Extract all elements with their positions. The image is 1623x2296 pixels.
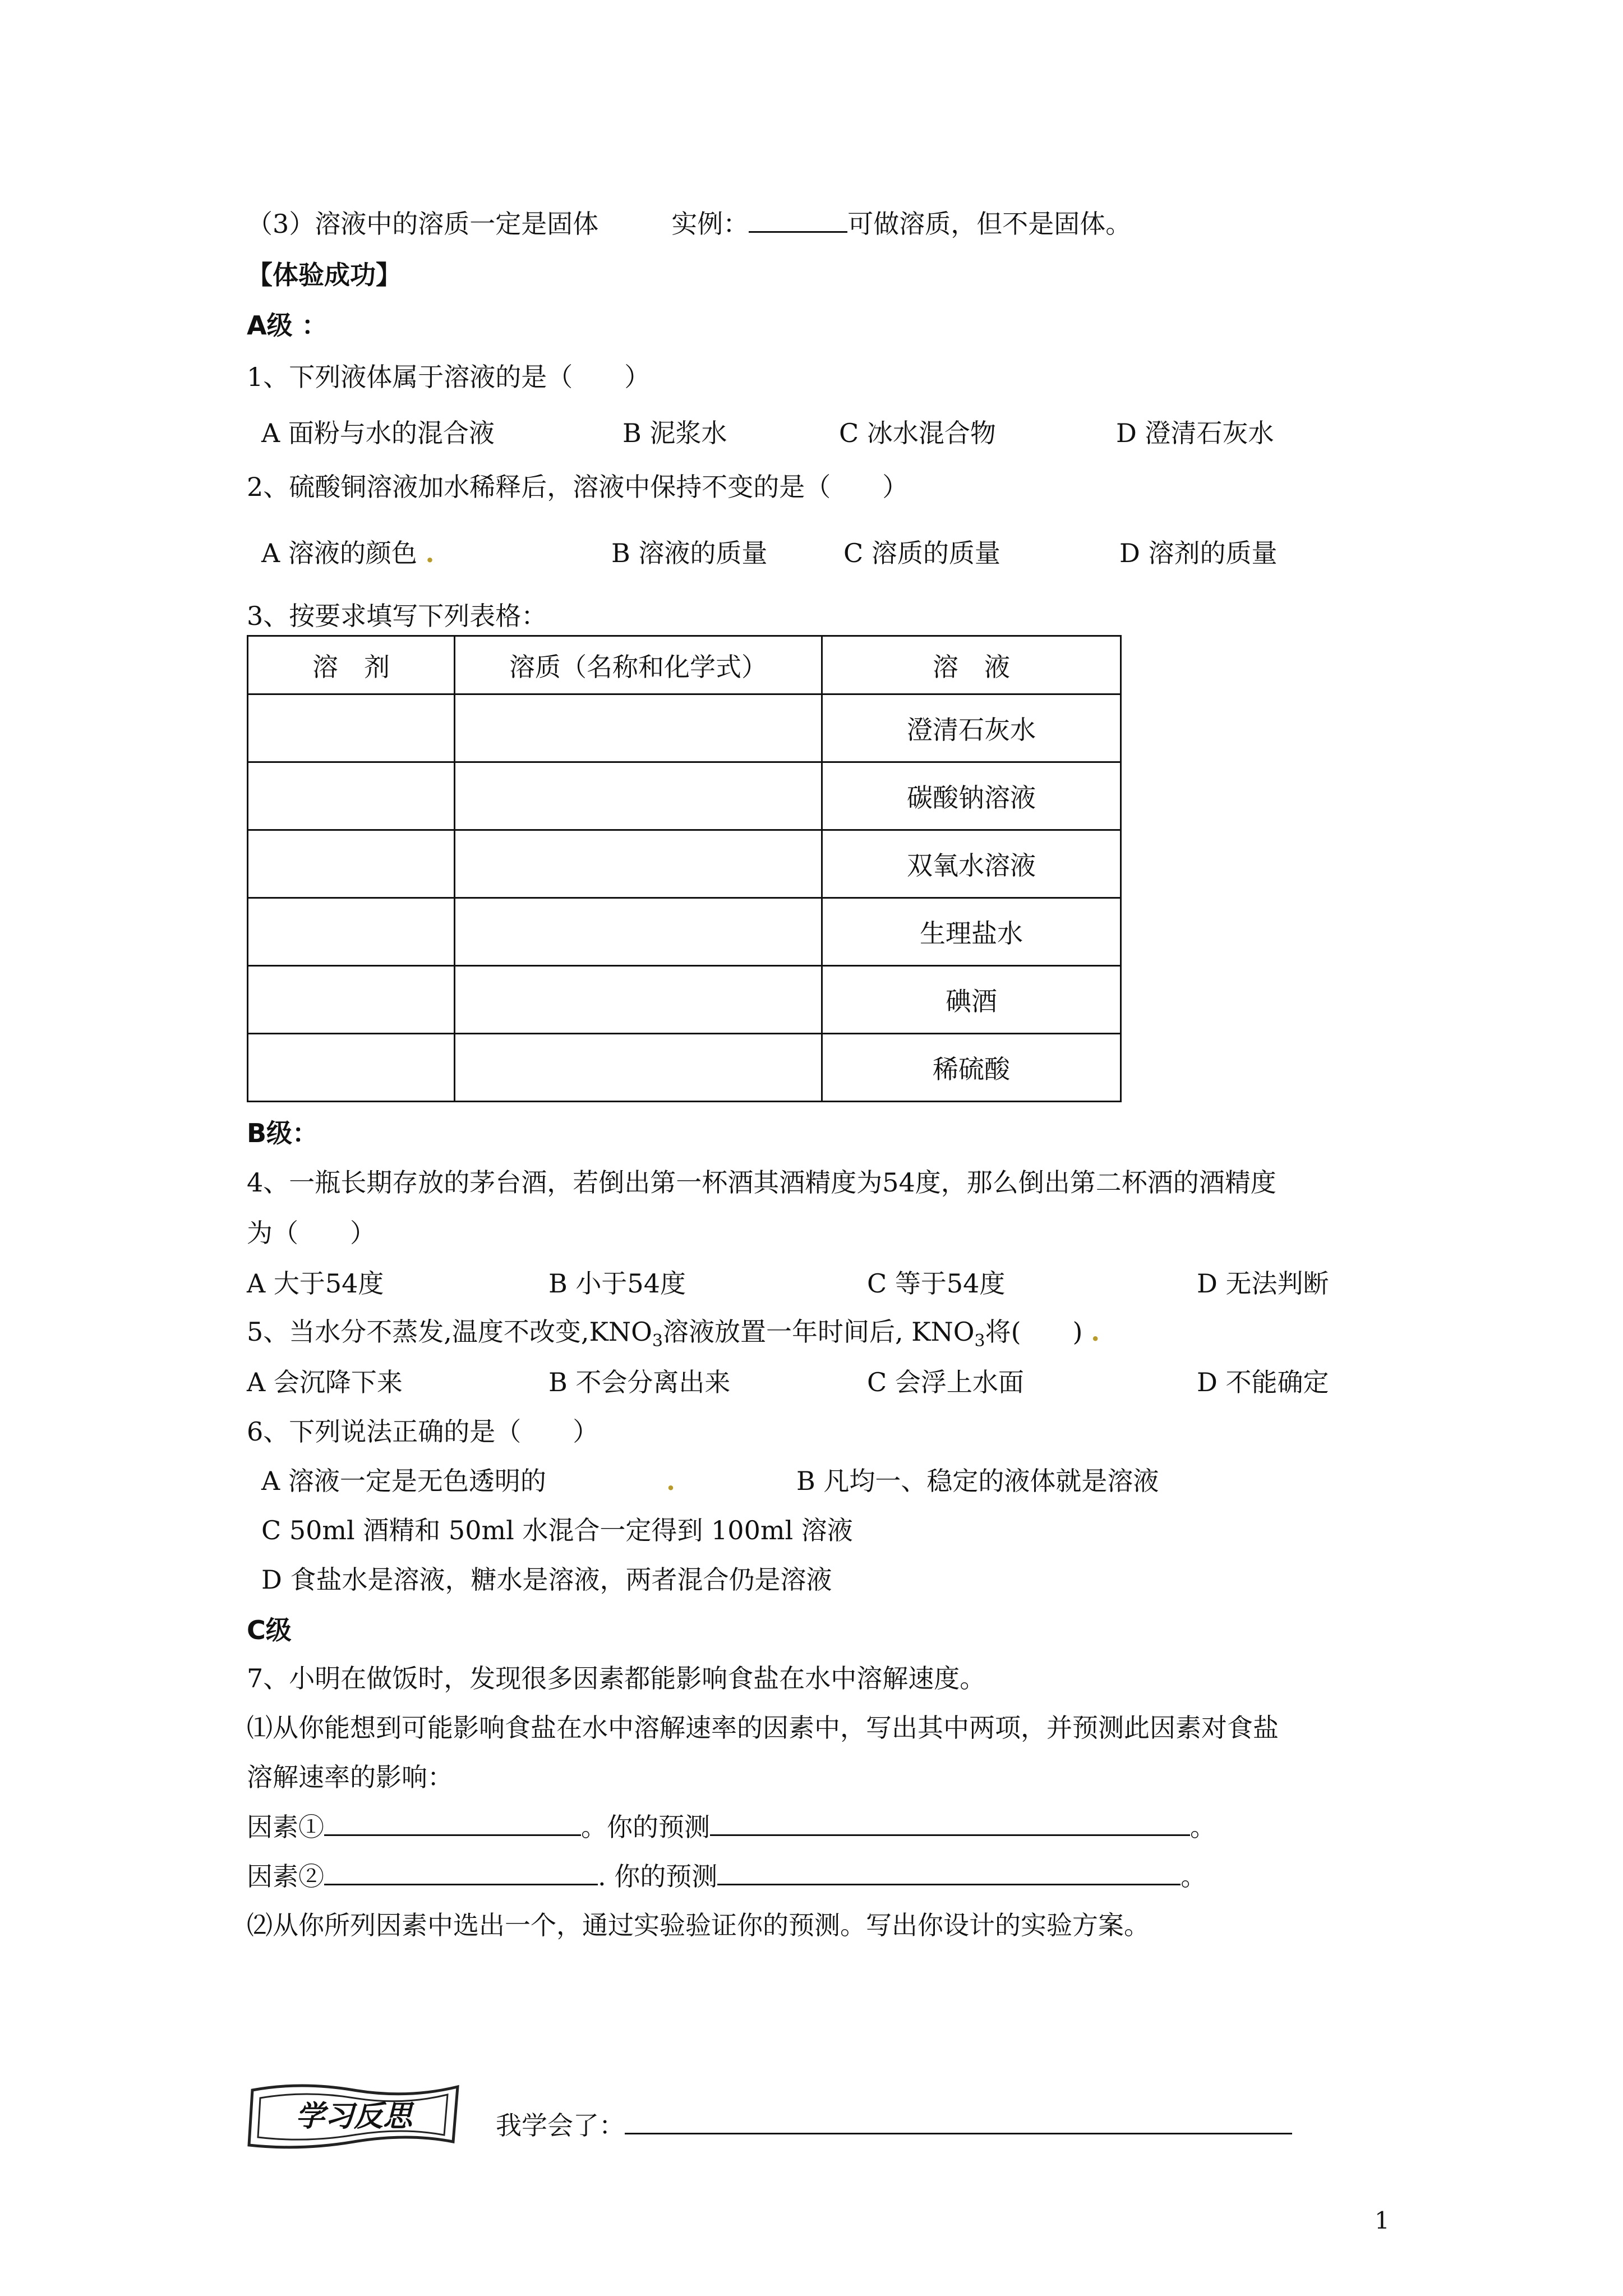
q5-option-a[interactable]: A 会沉降下来 (247, 1367, 403, 1397)
page-number: 1 (1375, 2207, 1390, 2234)
q4-text-line2: 为（ ） (247, 1218, 376, 1248)
solvent-cell[interactable] (248, 830, 455, 898)
solute-cell[interactable] (455, 762, 822, 830)
factor2-line (247, 1859, 1206, 1893)
q2-option-a-label: A 溶液的颜色 (261, 538, 417, 568)
solute-cell[interactable] (455, 1034, 822, 1102)
q2-option-b[interactable]: B 溶液的质量 (611, 538, 768, 568)
q4-option-b[interactable]: B 小于54度 (548, 1268, 686, 1299)
table-row (248, 1034, 1121, 1102)
solvent-cell[interactable] (248, 762, 455, 830)
solution-cell: 澄清石灰水 (822, 694, 1121, 762)
q7-part1-line1: ⑴从你能想到可能影响食盐在水中溶解速率的因素中，写出其中两项，并预测此因素对食盐 (247, 1713, 1279, 1743)
q2-option-d[interactable]: D 溶剂的质量 (1119, 538, 1278, 568)
q2-option-c[interactable]: C 溶质的质量 (843, 538, 1000, 568)
factor1-label: 因素① (247, 1812, 324, 1842)
q5-text-post: 将( ) (985, 1317, 1083, 1347)
header-solute: 溶质（名称和化学式） (455, 636, 822, 694)
q7-part2: ⑵从你所列因素中选出一个，通过实验验证你的预测。写出你设计的实验方案。 (247, 1910, 1150, 1940)
q6-text: 6、下列说法正确的是（ ） (247, 1416, 599, 1447)
q1-option-c[interactable]: C 冰水混合物 (839, 418, 996, 448)
q5-text (247, 1315, 1100, 1358)
predict1-label: 。你的预测 (581, 1812, 710, 1842)
solution-table (247, 635, 1122, 1102)
header-solution: 溶 液 (822, 636, 1121, 694)
q6-option-c[interactable]: C 50ml 酒精和 50ml 水混合一定得到 100ml 溶液 (261, 1515, 853, 1545)
table-row (248, 966, 1121, 1034)
factor2-end: 。 (1181, 1861, 1207, 1892)
table-row (248, 762, 1121, 830)
q4-option-a[interactable]: A 大于54度 (247, 1268, 384, 1299)
solution-cell: 碳酸钠溶液 (822, 762, 1121, 830)
factor1-blank[interactable] (324, 1810, 581, 1836)
solvent-cell[interactable] (248, 966, 455, 1034)
solution-cell: 生理盐水 (822, 898, 1121, 966)
factor2-label: 因素② (247, 1861, 324, 1892)
predict2-label: . 你的预测 (598, 1861, 718, 1892)
table-header-row (248, 636, 1121, 694)
learned-label: 我学会了： (496, 2110, 625, 2141)
q3-text: 3、按要求填写下列表格： (247, 601, 547, 631)
yellow-dot-mark: . (425, 538, 435, 568)
q1-text: 1、下列液体属于溶液的是（ ） (247, 362, 651, 392)
reflection-stamp-icon (245, 2079, 463, 2152)
solvent-cell[interactable] (248, 694, 455, 762)
section-title: 【体验成功】 (247, 260, 402, 290)
table-row (248, 898, 1121, 966)
solution-cell: 碘酒 (822, 966, 1121, 1034)
reflection-stamp-text: 学习反思 (295, 2099, 413, 2133)
solute-cell[interactable] (455, 966, 822, 1034)
q7-text: 7、小明在做饭时，发现很多因素都能影响食盐在水中溶解速度。 (247, 1663, 986, 1694)
yellow-dot-mark: . (1091, 1317, 1100, 1347)
q6-option-a[interactable]: A 溶液一定是无色透明的 (261, 1466, 546, 1496)
q4-option-d[interactable]: D 无法判断 (1197, 1268, 1329, 1299)
q1-option-b[interactable]: B 泥浆水 (623, 418, 727, 448)
solution-cell: 双氧水溶液 (822, 830, 1121, 898)
predict1-blank[interactable] (710, 1810, 1190, 1836)
item3-blank[interactable] (749, 206, 847, 233)
item3-statement: （3）溶液中的溶质一定是固体 (247, 209, 599, 239)
intro-item3 (247, 206, 1131, 241)
level-b-label: B级： (247, 1118, 319, 1148)
predict2-blank[interactable] (717, 1859, 1181, 1885)
solution-cell: 稀硫酸 (822, 1034, 1121, 1102)
level-c-label: C级 (247, 1615, 292, 1645)
solute-cell[interactable] (455, 898, 822, 966)
q1-option-a[interactable]: A 面粉与水的混合液 (261, 418, 495, 448)
q4-option-c[interactable]: C 等于54度 (867, 1268, 1006, 1299)
solvent-cell[interactable] (248, 898, 455, 966)
q5-text-pre: 5、当水分不蒸发,温度不改变,KNO (247, 1317, 652, 1347)
factor1-line (247, 1810, 1216, 1844)
yellow-dot-mark: . (666, 1466, 676, 1496)
q5-option-b[interactable]: B 不会分离出来 (548, 1367, 731, 1397)
q5-option-c[interactable]: C 会浮上水面 (867, 1367, 1024, 1397)
solvent-cell[interactable] (248, 1034, 455, 1102)
q5-text-mid: 溶液放置一年时间后, KNO (662, 1317, 975, 1347)
learned-line (496, 2108, 1292, 2142)
q7-part1-line2: 溶解速率的影响： (247, 1762, 453, 1792)
table-row (248, 830, 1121, 898)
q5-subscript-1: 3 (652, 1331, 663, 1351)
q6-option-d[interactable]: D 食盐水是溶液，糖水是溶液，两者混合仍是溶液 (261, 1565, 832, 1595)
factor1-end: 。 (1190, 1812, 1216, 1842)
header-solvent: 溶 剂 (248, 636, 455, 694)
q4-text-line1: 4、一瓶长期存放的茅台酒，若倒出第一杯酒其酒精度为54度，那么倒出第二杯酒的酒精度 (247, 1167, 1276, 1198)
table-row (248, 694, 1121, 762)
q2-text: 2、硫酸铜溶液加水稀释后，溶液中保持不变的是（ ） (247, 472, 909, 502)
q5-option-d[interactable]: D 不能确定 (1197, 1367, 1329, 1397)
q6-option-b[interactable]: B 凡均一、稳定的液体就是溶液 (796, 1466, 1159, 1496)
level-a-label: A级 ： (247, 310, 328, 341)
learned-blank[interactable] (625, 2108, 1292, 2134)
q1-option-d[interactable]: D 澄清石灰水 (1116, 418, 1274, 448)
q5-subscript-2: 3 (974, 1331, 985, 1351)
item3-suffix: 可做溶质，但不是固体。 (847, 209, 1132, 239)
solute-cell[interactable] (455, 694, 822, 762)
item3-example-label: 实例： (671, 209, 749, 239)
q2-option-a[interactable] (261, 536, 434, 570)
solute-cell[interactable] (455, 830, 822, 898)
factor2-blank[interactable] (324, 1859, 598, 1885)
